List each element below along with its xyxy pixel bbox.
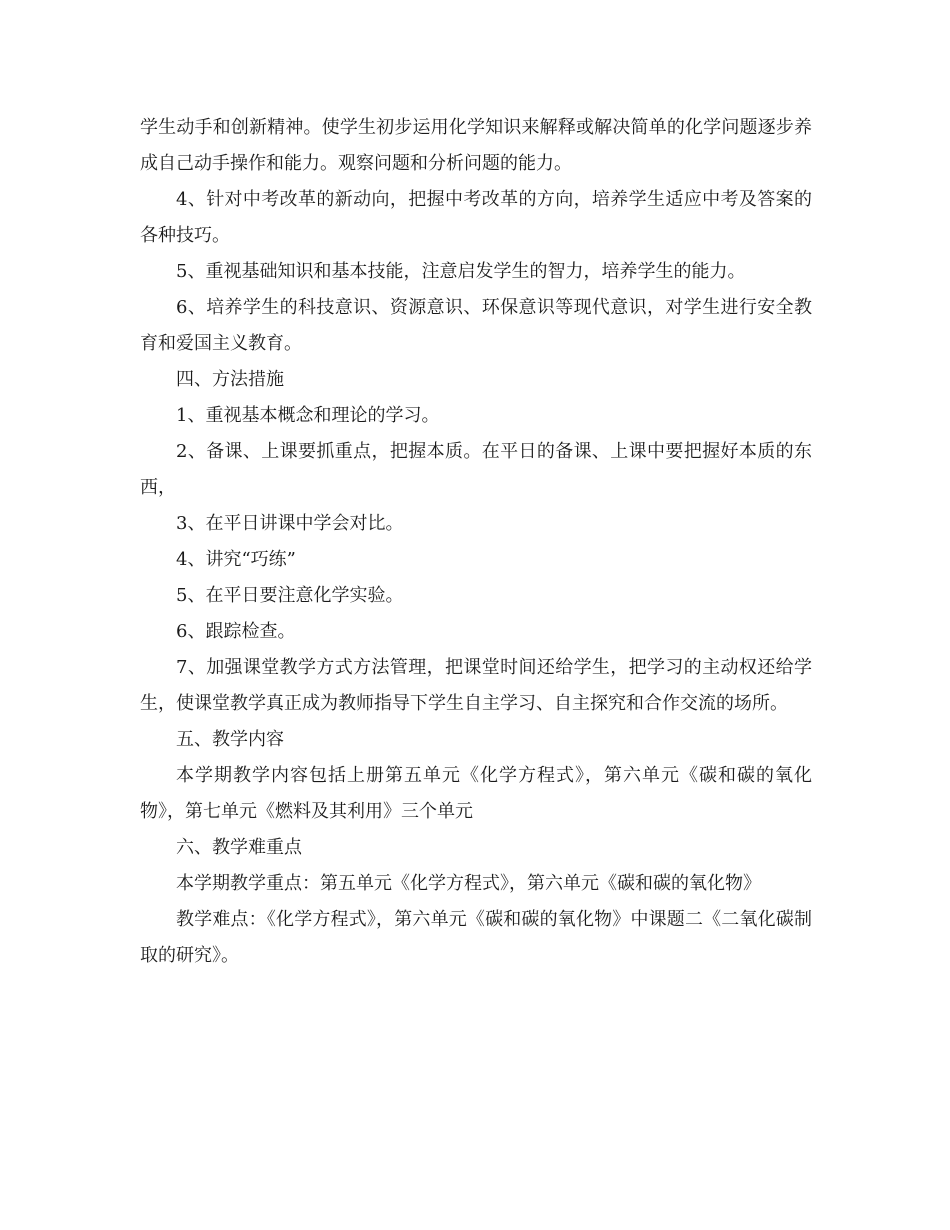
paragraph-method-6: 6、跟踪检查。 <box>176 621 296 642</box>
paragraph-key-points: 本学期教学重点：第五单元《化学方程式》，第六单元《碳和碳的氧化物》 <box>176 873 761 894</box>
section-heading-key-points: 六、教学难重点 <box>176 837 302 858</box>
paragraph-method-1: 1、重视基本概念和理论的学习。 <box>176 405 440 426</box>
section-heading-content: 五、教学内容 <box>176 729 284 750</box>
paragraph-content: 本学期教学内容包括上册第五单元《化学方程式》，第六单元《碳和碳的氧化物》，第七单元《燃料及其利用》三个单元 <box>140 765 812 822</box>
paragraph-method-2: 2、备课、上课要抓重点，把握本质。在平日的备课、上课中要把握好本质的东西， <box>140 441 812 498</box>
paragraph-method-5: 5、在平日要注意化学实验。 <box>176 585 404 606</box>
section-heading-methods: 四、方法措施 <box>176 369 284 390</box>
paragraph-difficult-points: 教学难点：《化学方程式》，第六单元《碳和碳的氧化物》中课题二《二氧化碳制取的研究》。 <box>140 909 812 966</box>
paragraph-item-4-exam-skills: 4、针对中考改革的新动向，把握中考改革的方向，培养学生适应中考及答案的各种技巧。 <box>140 189 812 246</box>
paragraph-continuation: 学生动手和创新精神。使学生初步运用化学知识来解释或解决简单的化学问题逐步养成自己动手操作和能力。观察问题和分析问题的能力。 <box>140 117 812 174</box>
paragraph-item-5-basics: 5、重视基础知识和基本技能，注意启发学生的智力，培养学生的能力。 <box>176 261 746 282</box>
paragraph-method-4: 4、讲究“巧练” <box>176 549 296 570</box>
paragraph-method-7: 7、加强课堂教学方式方法管理，把课堂时间还给学生，把学习的主动权还给学生，使课堂教学真正成为教师指导下学生自主学习、自主探究和合作交流的场所。 <box>140 657 812 714</box>
paragraph-item-6-awareness: 6、培养学生的科技意识、资源意识、环保意识等现代意识，对学生进行安全教育和爱国主义教育。 <box>140 297 812 354</box>
paragraph-method-3: 3、在平日讲课中学会对比。 <box>176 513 404 534</box>
document-body <box>140 110 812 974</box>
